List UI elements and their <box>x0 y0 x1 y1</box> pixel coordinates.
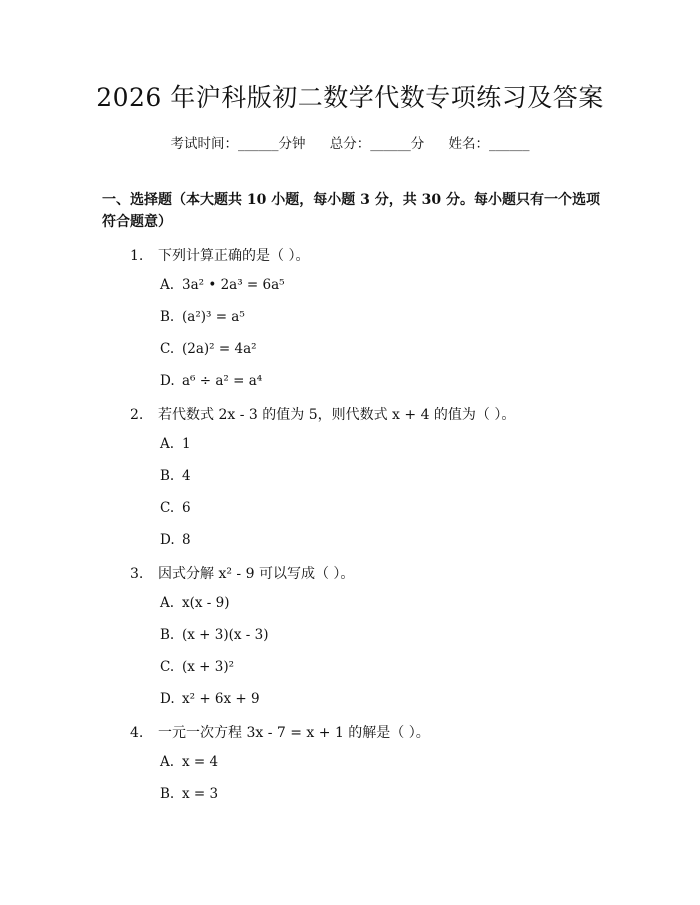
question-text: 若代数式 2x - 3 的值为 5，则代数式 x + 4 的值为（ ）。 <box>158 407 516 423</box>
question-1 <box>130 245 309 265</box>
question-2 <box>130 404 515 424</box>
question-4 <box>130 722 430 742</box>
option-label: A. <box>160 277 175 293</box>
option-label: C. <box>160 659 175 675</box>
question-number: 4. <box>130 725 144 741</box>
question-text: 因式分解 x² - 9 可以写成（ ）。 <box>158 566 355 582</box>
option <box>160 373 262 389</box>
option <box>160 754 218 770</box>
question-number: 2. <box>130 407 144 423</box>
option-text: x² + 6x + 9 <box>182 691 260 707</box>
option-text: 4 <box>182 468 191 484</box>
option <box>160 436 191 452</box>
option-label: D. <box>160 532 175 548</box>
question-text: 下列计算正确的是（ ）。 <box>158 248 310 264</box>
option-text: (a²)³ = a⁵ <box>182 309 245 325</box>
option-label: B. <box>160 468 175 484</box>
option-text: a⁶ ÷ a² = a⁴ <box>182 373 263 389</box>
question-text: 一元一次方程 3x - 7 = x + 1 的解是（ ）。 <box>158 725 430 741</box>
option <box>160 500 191 516</box>
option-text: 6 <box>182 500 191 516</box>
option <box>160 309 245 325</box>
option-label: D. <box>160 373 175 389</box>
option <box>160 627 269 643</box>
document-title: 2026 年沪科版初二数学代数专项练习及答案 <box>96 83 604 112</box>
option <box>160 277 285 293</box>
option-text: 3a² • 2a³ = 6a⁵ <box>182 277 285 293</box>
section-heading: 一、选择题（本大题共 10 小题，每小题 3 分，共 30 分。每小题只有一个选项符合题意） <box>102 192 600 230</box>
option-text: (2a)² = 4a² <box>182 341 257 357</box>
exam-score: 总分：______分 <box>329 136 425 152</box>
option-label: D. <box>160 691 175 707</box>
exam-meta <box>0 132 700 152</box>
option-label: B. <box>160 309 175 325</box>
option <box>160 786 218 802</box>
question-number: 3. <box>130 566 144 582</box>
option-label: C. <box>160 341 175 357</box>
option-label: A. <box>160 754 175 770</box>
option-text: 1 <box>182 436 191 452</box>
exam-time: 考试时间：______分钟 <box>170 136 306 152</box>
option-label: B. <box>160 627 175 643</box>
option-label: C. <box>160 500 175 516</box>
option-text: x = 4 <box>182 754 219 770</box>
option-text: (x + 3)² <box>182 659 235 675</box>
option-text: 8 <box>182 532 191 548</box>
option <box>160 691 260 707</box>
option-text: x(x - 9) <box>182 595 230 611</box>
option-label: B. <box>160 786 175 802</box>
option-text: x = 3 <box>182 786 219 802</box>
option <box>160 595 230 611</box>
question-3 <box>130 563 354 583</box>
option <box>160 341 257 357</box>
option <box>160 659 234 675</box>
question-number: 1. <box>130 248 144 264</box>
option <box>160 468 191 484</box>
option-label: A. <box>160 436 175 452</box>
student-name: 姓名：______ <box>448 136 530 152</box>
option <box>160 532 191 548</box>
option-text: (x + 3)(x - 3) <box>182 627 269 643</box>
option-label: A. <box>160 595 175 611</box>
